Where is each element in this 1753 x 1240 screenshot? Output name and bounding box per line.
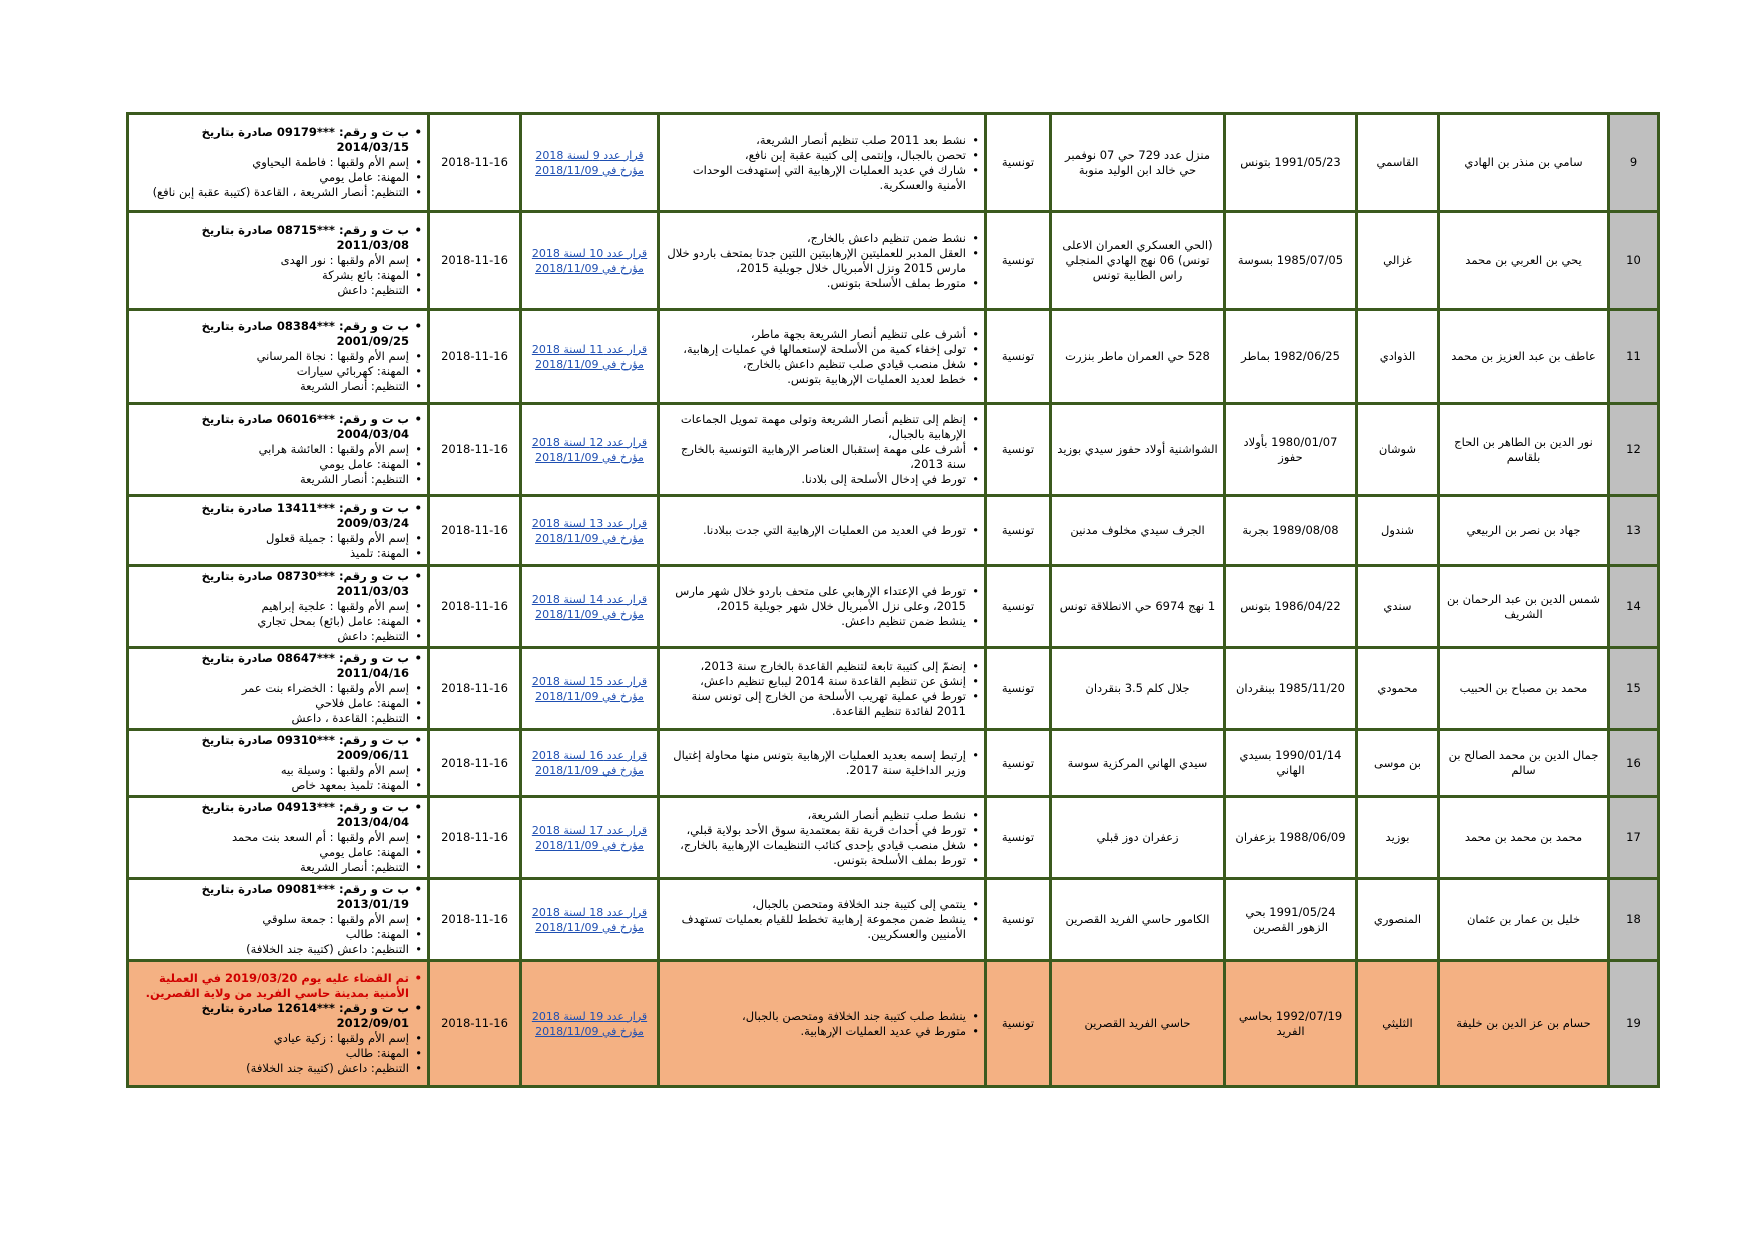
- fact-item: • نشط بعد 2011 صلب تنظيم أنصار الشريعة،: [664, 133, 968, 148]
- address: (الحي العسكري العمران الاعلى تونس) 06 نهج الهادي المنجلي راس الطابية تونس: [1051, 212, 1225, 310]
- identity-info-cell: [128, 404, 429, 496]
- facts-cell: [659, 879, 986, 961]
- organization-line: • التنظيم: داعش: [133, 629, 411, 644]
- person-name: نور الدين بن الطاهر بن الحاج بلقاسم: [1439, 404, 1609, 496]
- fact-item: • ينشط صلب كتيبة جند الخلافة ومتحصن بالجبال،: [664, 1009, 968, 1024]
- decision-link[interactable]: قرار عدد 12 لسنة 2018 مؤرخ في 2018/11/09: [531, 435, 648, 464]
- id-card-line: • ب ت و رقم: ***08730 صادرة بتاريخ 2011/03/03: [133, 569, 411, 599]
- decision-link[interactable]: قرار عدد 17 لسنة 2018 مؤرخ في 2018/11/09: [531, 823, 648, 852]
- facts-list: [664, 584, 980, 629]
- listing-date: 2018-11-16: [429, 310, 521, 404]
- listing-date: 2018-11-16: [429, 797, 521, 879]
- occupation-line: • المهنة: عامل يومي: [133, 170, 411, 185]
- identity-info-list: [133, 125, 423, 200]
- identity-info-cell: [128, 961, 429, 1087]
- id-card-line: • ب ت و رقم: ***06016 صادرة بتاريخ 2004/03/04: [133, 412, 411, 442]
- decision-link[interactable]: قرار عدد 10 لسنة 2018 مؤرخ في 2018/11/09: [531, 246, 648, 275]
- identity-info-cell: [128, 310, 429, 404]
- birth-date-place: 1989/08/08 بجربة: [1225, 496, 1357, 566]
- facts-cell: [659, 961, 986, 1087]
- identity-info-list: [133, 569, 423, 644]
- facts-cell: [659, 496, 986, 566]
- surname: المنصوري: [1357, 879, 1439, 961]
- facts-list: [664, 231, 980, 291]
- decision-link[interactable]: قرار عدد 13 لسنة 2018 مؤرخ في 2018/11/09: [531, 516, 648, 545]
- facts-cell: [659, 212, 986, 310]
- facts-cell: [659, 114, 986, 212]
- row-number: 10: [1609, 212, 1659, 310]
- mother-name-line: • إسم الأم ولقبها : علجية إبراهيم: [133, 599, 411, 614]
- surname: غزالي: [1357, 212, 1439, 310]
- organization-line: • التنظيم: داعش: [133, 283, 411, 298]
- listing-date: 2018-11-16: [429, 961, 521, 1087]
- decision-link[interactable]: قرار عدد 16 لسنة 2018 مؤرخ في 2018/11/09: [531, 749, 648, 777]
- id-card-line: • ب ت و رقم: ***08647 صادرة بتاريخ 2011/04/16: [133, 651, 411, 681]
- table-row: [128, 566, 1659, 648]
- fact-item: • خطط لعديد العمليات الإرهابية بتونس.: [664, 372, 968, 387]
- address: زعفران دوز قبلي: [1051, 797, 1225, 879]
- listing-date: 2018-11-16: [429, 648, 521, 730]
- birth-date-place: 1982/06/25 بماطر: [1225, 310, 1357, 404]
- fact-item: • شغل منصب قيادي صلب تنظيم داعش بالخارج،: [664, 357, 968, 372]
- identity-info-cell: [128, 797, 429, 879]
- row-number: 18: [1609, 879, 1659, 961]
- identity-info-cell: [128, 879, 429, 961]
- facts-cell: [659, 566, 986, 648]
- mother-name-line: • إسم الأم ولقبها : الخضراء بنت عمر: [133, 681, 411, 696]
- birth-date-place: 1980/01/07 بأولاد حفوز: [1225, 404, 1357, 496]
- row-number: 16: [1609, 730, 1659, 797]
- identity-info-cell: [128, 730, 429, 797]
- mother-name-line: • إسم الأم ولقبها : أم السعد بنت محمد: [133, 830, 411, 845]
- decision-cell: [521, 961, 659, 1087]
- birth-date-place: 1991/05/23 بتونس: [1225, 114, 1357, 212]
- fact-item: • نشط صلب تنظيم أنصار الشريعة،: [664, 808, 968, 823]
- table-row: [128, 648, 1659, 730]
- facts-cell: [659, 797, 986, 879]
- occupation-line: • المهنة: عامل (بائع) بمحل تجاري: [133, 614, 411, 629]
- address: جلال كلم 3.5 بنقردان: [1051, 648, 1225, 730]
- row-number: 15: [1609, 648, 1659, 730]
- row-number: 19: [1609, 961, 1659, 1087]
- identity-info-list: [133, 651, 423, 726]
- birth-date-place: 1985/07/05 بسوسة: [1225, 212, 1357, 310]
- id-card-line: • ب ت و رقم: ***13411 صادرة بتاريخ 2009/03/24: [133, 501, 411, 531]
- listing-date: 2018-11-16: [429, 496, 521, 566]
- mother-name-line: • إسم الأم ولقبها : العائشة هرابي: [133, 442, 411, 457]
- person-name: عاطف بن عبد العزيز بن محمد: [1439, 310, 1609, 404]
- nationality: تونسية: [986, 114, 1051, 212]
- identity-info-list: [133, 223, 423, 298]
- facts-list: [664, 659, 980, 719]
- fact-item: • ينشط ضمن تنظيم داعش.: [664, 614, 968, 629]
- facts-list: [664, 808, 980, 868]
- person-name: جهاد بن نصر بن الربيعي: [1439, 496, 1609, 566]
- row-number: 13: [1609, 496, 1659, 566]
- fact-item: • تورط في عملية تهريب الأسلحة من الخارج إلى تونس سنة 2011 لفائدة تنظيم القاعدة.: [664, 689, 968, 719]
- facts-cell: [659, 310, 986, 404]
- person-name: خليل بن عمار بن عثمان: [1439, 879, 1609, 961]
- fact-item: • إنظم إلى تنظيم أنصار الشريعة وتولى مهمة تمويل الجماعات الإرهابية بالجبال،: [664, 412, 968, 442]
- occupation-line: • المهنة: بائع بشركة: [133, 268, 411, 283]
- identity-info-cell: [128, 496, 429, 566]
- nationality: تونسية: [986, 961, 1051, 1087]
- fact-item: • تولى إخفاء كمية من الأسلحة لإستعمالها في عمليات إرهابية،: [664, 342, 968, 357]
- address: الشواشنية أولاد حفوز سيدي بوزيد: [1051, 404, 1225, 496]
- identity-info-list: [133, 412, 423, 487]
- row-number: 9: [1609, 114, 1659, 212]
- surname: سندي: [1357, 566, 1439, 648]
- identity-info-list: [133, 501, 423, 561]
- decision-cell: [521, 879, 659, 961]
- identity-info-list: [133, 800, 423, 875]
- person-name: شمس الدين بن عبد الرحمان بن الشريف: [1439, 566, 1609, 648]
- id-card-line: • ب ت و رقم: ***09081 صادرة بتاريخ 2013/01/19: [133, 882, 411, 912]
- address: الجرف سيدي مخلوف مدنين: [1051, 496, 1225, 566]
- organization-line: • التنظيم: داعش (كتيبة جند الخلافة): [133, 1061, 411, 1076]
- table-row: [128, 310, 1659, 404]
- decision-cell: [521, 566, 659, 648]
- fact-item: • ينشط ضمن مجموعة إرهابية تخطط للقيام بعمليات تستهدف الأمنيين والعسكريين.: [664, 912, 968, 942]
- birth-date-place: 1992/07/19 بحاسي الفريد: [1225, 961, 1357, 1087]
- fact-item: • متورط في عديد العمليات الإرهابية.: [664, 1024, 968, 1039]
- surname: شوشان: [1357, 404, 1439, 496]
- facts-list: [664, 897, 980, 942]
- facts-list: [664, 523, 980, 538]
- mother-name-line: • إسم الأم ولقبها : جمعة سلوقي: [133, 912, 411, 927]
- nationality: تونسية: [986, 404, 1051, 496]
- identity-info-cell: [128, 648, 429, 730]
- surname: بوزيد: [1357, 797, 1439, 879]
- nationality: تونسية: [986, 648, 1051, 730]
- birth-date-place: 1990/01/14 بسيدي الهاني: [1225, 730, 1357, 797]
- table-row: [128, 404, 1659, 496]
- birth-date-place: 1988/06/09 بزعفران: [1225, 797, 1357, 879]
- occupation-line: • المهنة: طالب: [133, 927, 411, 942]
- identity-info-cell: [128, 212, 429, 310]
- fact-item: • أشرف على مهمة إستقبال العناصر الإرهابية التونسية بالخارج سنة 2013،: [664, 442, 968, 472]
- mother-name-line: • إسم الأم ولقبها : نور الهدى: [133, 253, 411, 268]
- address: 1 نهج 6974 حي الانطلاقة تونس: [1051, 566, 1225, 648]
- listing-date: 2018-11-16: [429, 730, 521, 797]
- birth-date-place: 1991/05/24 بحي الزهور القصرين: [1225, 879, 1357, 961]
- fact-item: • نشط ضمن تنظيم داعش بالخارج،: [664, 231, 968, 246]
- decision-cell: [521, 648, 659, 730]
- id-card-line: • ب ت و رقم: ***08384 صادرة بتاريخ 2001/09/25: [133, 319, 411, 349]
- fact-item: • تورط بملف الأسلحة بتونس.: [664, 853, 968, 868]
- decision-cell: [521, 212, 659, 310]
- fact-item: • تورط في العديد من العمليات الإرهابية التي جدت ببلادنا.: [664, 523, 968, 538]
- identity-info-list: [133, 882, 423, 957]
- identity-info-list: [133, 733, 423, 793]
- decision-cell: [521, 797, 659, 879]
- id-card-line: • ب ت و رقم: ***09310 صادرة بتاريخ 2009/06/11: [133, 733, 411, 763]
- listing-date: 2018-11-16: [429, 404, 521, 496]
- row-number: 12: [1609, 404, 1659, 496]
- decision-link[interactable]: قرار عدد 11 لسنة 2018 مؤرخ في 2018/11/09: [531, 342, 648, 371]
- id-card-line: • ب ت و رقم: ***08715 صادرة بتاريخ 2011/03/08: [133, 223, 411, 253]
- table-row: [128, 114, 1659, 212]
- fact-item: • تورط في الإعتداء الإرهابي على متحف باردو خلال شهر مارس 2015، وعلى نزل الأمبريال خلال شهر جويلية 2015،: [664, 584, 968, 614]
- surname: الذوادي: [1357, 310, 1439, 404]
- identity-info-cell: [128, 114, 429, 212]
- person-name: محمد بن محمد بن محمد: [1439, 797, 1609, 879]
- facts-list: [664, 133, 980, 193]
- nationality: تونسية: [986, 496, 1051, 566]
- nationality: تونسية: [986, 879, 1051, 961]
- surname: بن موسى: [1357, 730, 1439, 797]
- fact-item: • العقل المدبر للعمليتين الإرهابيتين اللتين جدتا بمتحف باردو خلال مارس 2015 ونزل الأمبريال خلال جويلية 2015،: [664, 246, 968, 276]
- document-page: [126, 112, 1657, 1088]
- identity-info-list: [133, 319, 423, 394]
- mother-name-line: • إسم الأم ولقبها : فاطمة اليحياوي: [133, 155, 411, 170]
- surname: شندول: [1357, 496, 1439, 566]
- id-card-line: • ب ت و رقم: ***04913 صادرة بتاريخ 2013/04/04: [133, 800, 411, 830]
- fact-item: • متورط بملف الأسلحة بتونس.: [664, 276, 968, 291]
- decision-link[interactable]: قرار عدد 9 لسنة 2018 مؤرخ في 2018/11/09: [535, 148, 644, 177]
- decision-link[interactable]: قرار عدد 14 لسنة 2018 مؤرخ في 2018/11/09: [531, 592, 648, 621]
- occupation-line: • المهنة: عامل يومي: [133, 845, 411, 860]
- fact-item: • إنشق عن تنظيم القاعدة سنة 2014 ليبايع تنظيم داعش،: [664, 674, 968, 689]
- organization-line: • التنظيم: أنصار الشريعة: [133, 472, 411, 487]
- table-row: [128, 212, 1659, 310]
- id-card-line: • ب ت و رقم: ***09179 صادرة بتاريخ 2014/03/15: [133, 125, 411, 155]
- occupation-line: • المهنة: تلميذ بمعهد خاص: [133, 778, 411, 793]
- decision-cell: [521, 114, 659, 212]
- row-number: 17: [1609, 797, 1659, 879]
- organization-line: • التنظيم: داعش (كتيبة جند الخلافة): [133, 942, 411, 957]
- decision-link[interactable]: قرار عدد 19 لسنة 2018 مؤرخ في 2018/11/09: [531, 1009, 648, 1038]
- decision-link[interactable]: قرار عدد 15 لسنة 2018 مؤرخ في 2018/11/09: [531, 674, 648, 703]
- address: سيدي الهاني المركزية سوسة: [1051, 730, 1225, 797]
- address: منزل عدد 729 حي 07 نوفمبر حي خالد ابن الوليد منوبة: [1051, 114, 1225, 212]
- organization-line: • التنظيم: أنصار الشريعة: [133, 860, 411, 875]
- listing-date: 2018-11-16: [429, 879, 521, 961]
- facts-cell: [659, 404, 986, 496]
- table-row: [128, 879, 1659, 961]
- occupation-line: • المهنة: عامل فلاحي: [133, 696, 411, 711]
- row-number: 14: [1609, 566, 1659, 648]
- occupation-line: • المهنة: كهربائي سيارات: [133, 364, 411, 379]
- identity-info-list: [133, 971, 423, 1076]
- surname: الثليثي: [1357, 961, 1439, 1087]
- decision-cell: [521, 404, 659, 496]
- address: 528 حي العمران ماطر بنزرت: [1051, 310, 1225, 404]
- status-note: • تم القضاء عليه يوم 2019/03/20 في العملية الأمنية بمدينة حاسي الفريد من ولاية القصرين.: [133, 971, 411, 1001]
- mother-name-line: • إسم الأم ولقبها : نجاة المرساني: [133, 349, 411, 364]
- surname: محمودي: [1357, 648, 1439, 730]
- nationality: تونسية: [986, 566, 1051, 648]
- fact-item: • أشرف على تنظيم أنصار الشريعة بجهة ماطر،: [664, 327, 968, 342]
- person-name: سامي بن منذر بن الهادي: [1439, 114, 1609, 212]
- person-name: محمد بن مصباح بن الحبيب: [1439, 648, 1609, 730]
- nationality: تونسية: [986, 212, 1051, 310]
- nationality: تونسية: [986, 797, 1051, 879]
- organization-line: • التنظيم: أنصار الشريعة ، القاعدة (كتيبة عقبة إبن نافع): [133, 185, 411, 200]
- surname: القاسمي: [1357, 114, 1439, 212]
- decision-cell: [521, 496, 659, 566]
- nationality: تونسية: [986, 730, 1051, 797]
- mother-name-line: • إسم الأم ولقبها : جميلة قعلول: [133, 531, 411, 546]
- facts-list: [664, 1009, 980, 1039]
- listing-date: 2018-11-16: [429, 212, 521, 310]
- fact-item: • إنضمّ إلى كتيبة تابعة لتنظيم القاعدة بالخارج سنة 2013،: [664, 659, 968, 674]
- facts-cell: [659, 730, 986, 797]
- fact-item: • تورط في إدخال الأسلحة إلى بلادنا.: [664, 472, 968, 487]
- mother-name-line: • إسم الأم ولقبها : وسيلة بيه: [133, 763, 411, 778]
- table-row: [128, 730, 1659, 797]
- occupation-line: • المهنة: عامل يومي: [133, 457, 411, 472]
- address: الكامور حاسي الفريد القصرين: [1051, 879, 1225, 961]
- organization-line: • التنظيم: أنصار الشريعة: [133, 379, 411, 394]
- row-number: 11: [1609, 310, 1659, 404]
- birth-date-place: 1986/04/22 بتونس: [1225, 566, 1357, 648]
- fact-item: • شارك في عديد العمليات الإرهابية التي إستهدفت الوحدات الأمنية والعسكرية.: [664, 163, 968, 193]
- person-name: حسام بن عز الدين بن خليفة: [1439, 961, 1609, 1087]
- id-card-line: • ب ت و رقم: ***12614 صادرة بتاريخ 2012/09/01: [133, 1001, 411, 1031]
- decision-cell: [521, 310, 659, 404]
- fact-item: • إرتبط إسمه بعديد العمليات الإرهابية بتونس منها محاولة إغتيال وزير الداخلية سنة 2017.: [664, 748, 968, 778]
- facts-list: [664, 327, 980, 387]
- person-name: جمال الدين بن محمد الصالح بن سالم: [1439, 730, 1609, 797]
- fact-item: • شغل منصب قيادي بإحدى كتائب التنظيمات الإرهابية بالخارج،: [664, 838, 968, 853]
- mother-name-line: • إسم الأم ولقبها : زكية عيادي: [133, 1031, 411, 1046]
- table-row: [128, 496, 1659, 566]
- facts-cell: [659, 648, 986, 730]
- facts-list: [664, 748, 980, 778]
- address: حاسي الفريد القصرين: [1051, 961, 1225, 1087]
- fact-item: • تورط في أحداث قرية نقة بمعتمدية سوق الأحد بولاية قبلي،: [664, 823, 968, 838]
- fact-item: • ينتمي إلى كتيبة جند الخلافة ومتحصن بالجبال،: [664, 897, 968, 912]
- table-row: [128, 961, 1659, 1087]
- occupation-line: • المهنة: تلميذ: [133, 546, 411, 561]
- occupation-line: • المهنة: طالب: [133, 1046, 411, 1061]
- decision-link[interactable]: قرار عدد 18 لسنة 2018 مؤرخ في 2018/11/09: [531, 905, 648, 934]
- decision-cell: [521, 730, 659, 797]
- table-row: [128, 797, 1659, 879]
- identity-info-cell: [128, 566, 429, 648]
- birth-date-place: 1985/11/20 ببنقردان: [1225, 648, 1357, 730]
- sanctions-table: [126, 112, 1660, 1088]
- nationality: تونسية: [986, 310, 1051, 404]
- person-name: يحي بن العربي بن محمد: [1439, 212, 1609, 310]
- facts-list: [664, 412, 980, 487]
- organization-line: • التنظيم: القاعدة ، داعش: [133, 711, 411, 726]
- listing-date: 2018-11-16: [429, 566, 521, 648]
- listing-date: 2018-11-16: [429, 114, 521, 212]
- fact-item: • تحصن بالجبال، وإنتمى إلى كتيبة عقبة إبن نافع،: [664, 148, 968, 163]
